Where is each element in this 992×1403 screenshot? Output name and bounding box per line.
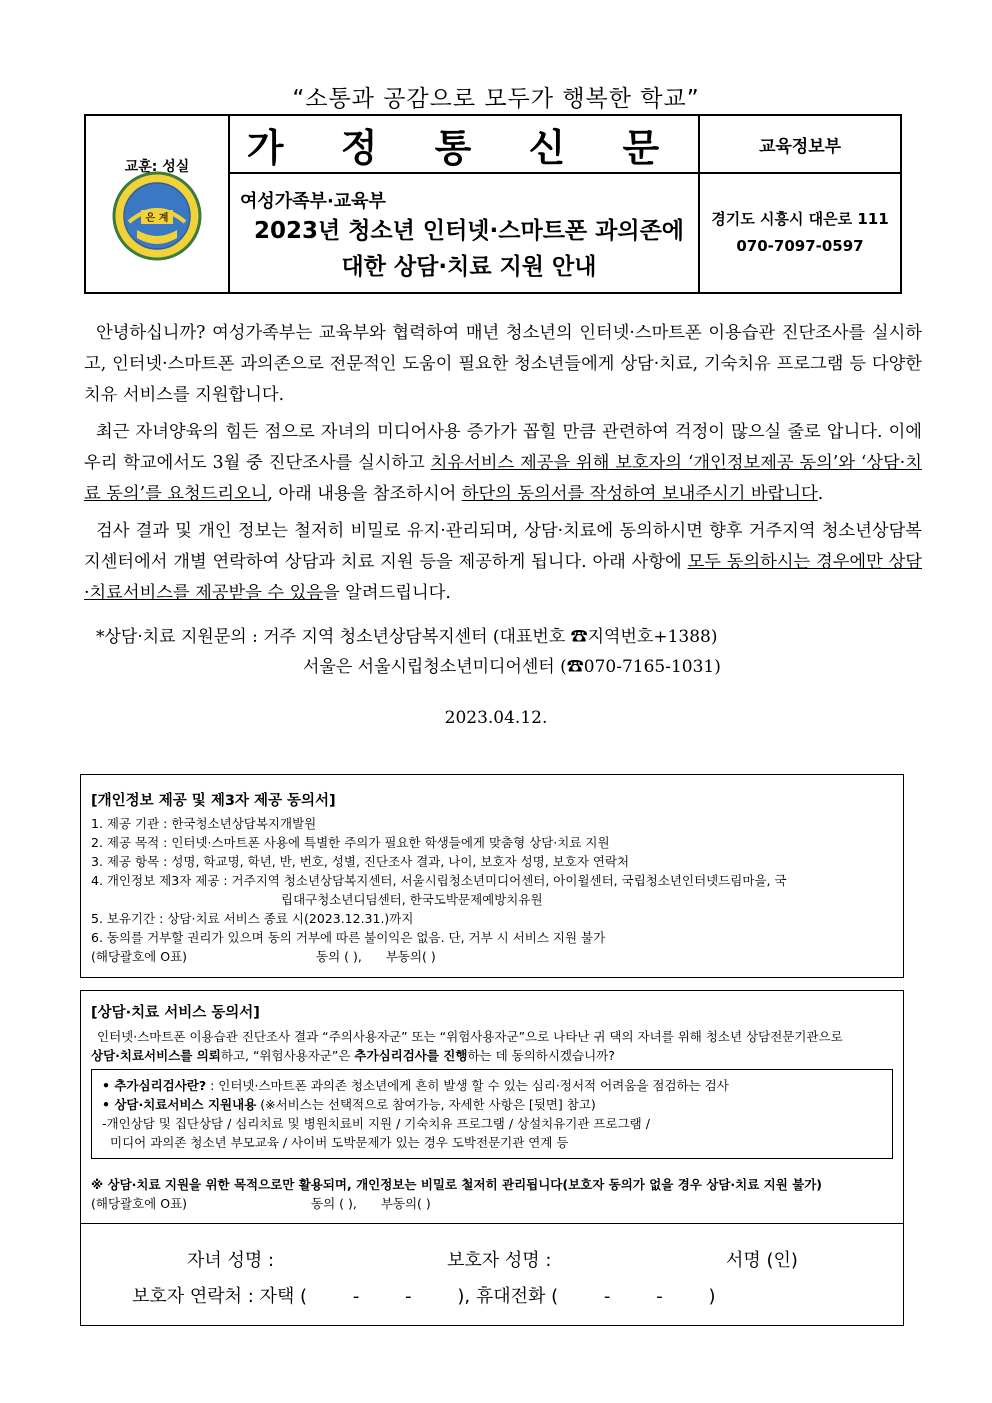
newsletter-header (84, 114, 902, 294)
consent1-item: 5. 보유기간 : 상담·치료 서비스 종료 시(2023.12.31.)까지 (91, 911, 414, 926)
school-phone: 070-7097-0597 (736, 237, 864, 255)
subtitle-line-2: 대한 상담·치료 지원 안내 (341, 254, 597, 280)
signature-divider (81, 1223, 903, 1224)
school-address-cell (699, 173, 901, 293)
contact-line-1: *상담·치료 지원문의 : 거주 지역 청소년상담복지센터 (대표번호 ☎지역번호+1388) (96, 627, 718, 647)
school-motto: “소통과 공감으로 모두가 행복한 학교” (292, 86, 700, 112)
consent2-agree-field[interactable]: 동의 ( ), (311, 1196, 357, 1211)
guardian-name-field[interactable]: 보호자 성명 : (447, 1250, 552, 1271)
consent2-intro-1: 인터넷·스마트폰 이용습관 진단조사 결과 “주의사용자군” 또는 “위험사용자군”으로 나타난 귀 댁의 자녀를 위해 청소년 상담전문기관으로 (97, 1029, 843, 1044)
school-logo-cell (85, 115, 229, 293)
privacy-consent-title: [개인정보 제공 및 제3자 제공 동의서] (91, 793, 336, 809)
contact-info (96, 622, 721, 682)
child-name-field[interactable]: 자녀 성명 : (187, 1250, 275, 1271)
consent1-item: 3. 제공 항목 : 성명, 학교명, 학년, 반, 번호, 성별, 진단조사 결과, 나이, 보호자 성명, 보호자 연락처 (91, 854, 630, 869)
service-list-1: -개인상담 및 집단상담 / 심리치료 및 병원치료비 지원 / 기숙치유 프로그램 / 상설치유기관 프로그램 / (102, 1116, 650, 1131)
consent2-intro-2: 상담·치료서비스를 의뢰하고, “위험사용자군”은 추가심리검사를 진행하는 데 동의하시겠습니까? (91, 1048, 615, 1063)
mark-note: (해당괄호에 O표) (91, 949, 188, 964)
service-details-box (91, 1069, 893, 1159)
issue-date: 2023.04.12. (444, 708, 548, 728)
consent1-item: 1. 제공 기관 : 한국청소년상담복지개발원 (91, 816, 317, 831)
paragraph-1: 안녕하십니까? 여성가족부는 교육부와 협력하여 매년 청소년의 인터넷·스마트폰 이용습관 진단조사를 실시하고, 인터넷·스마트폰 과의존으로 전문적인 도움이 필요한 청소년들에게 상담·치료, 기숙치유 프로그램 등 다양한 치유 서비스를 지원합니다. (84, 323, 922, 405)
logo-motto: 교훈: 성실 (124, 159, 190, 175)
department-label: 교육정보부 (699, 115, 901, 173)
paragraph-3: 검사 결과 및 개인 정보는 철저히 비밀로 유지·관리되며, 상담·치료에 동의하시면 향후 거주지역 청소년상담복지센터에서 개별 연락하여 상담과 치료 지원 등을 제공하게 됩니다. 아래 사항에 모두 동의하시는 경우에만 상담·치료서비스를 제공받을 수 있음을 알려드립니다. (84, 521, 922, 603)
consent1-item: 2. 제공 목적 : 인터넷·스마트폰 사용에 특별한 주의가 필요한 학생들에게 맞춤형 상담·치료 지원 (91, 835, 610, 850)
consent1-item: 4. 개인정보 제3자 제공 : 거주지역 청소년상담복지센터, 서울시립청소년미디어센터, 아이윌센터, 국립청소년인터넷드림마을, 국 (91, 873, 787, 888)
service-list-2: 미디어 과의존 청소년 부모교육 / 사이버 도박문제가 있는 경우 도박전문기관 연계 등 (110, 1135, 569, 1150)
paragraph-2: 최근 자녀양육의 힘든 점으로 자녀의 미디어사용 증가가 꼽힐 만큼 관련하여 걱정이 많으실 줄로 압니다. 이에 우리 학교에서도 3월 중 진단조사를 실시하고 치유서비스 제공을 위해 보호자의 ‘개인정보제공 동의’와 ‘상담·치료 동의’를 요청드리오니, 아래 내용을 참조하시어 하단의 동의서를 작성하여 보내주시기 바랍니다. (84, 422, 922, 504)
subtitle-line-1: 2023년 청소년 인터넷·스마트폰 과의존에 (253, 218, 685, 244)
privacy-consent-form (80, 774, 904, 978)
guardian-contact-field[interactable]: 보호자 연락처 : 자택 ( - - ), 휴대전화 ( - - ) (132, 1286, 716, 1307)
school-emblem-icon (111, 170, 203, 262)
signature-field[interactable]: 서명 (인) (726, 1250, 798, 1271)
consent1-agree-field[interactable]: 동의 ( ), (316, 949, 362, 964)
extra-test-desc: • 추가심리검사란? : 인터넷·스마트폰 과의존 청소년에게 흔히 발생 할 수 있는 심리·정서적 어려움을 점검하는 검사 (102, 1078, 729, 1093)
service-content-desc: • 상담·치료서비스 지원내용 (※서비스는 선택적으로 참여가능, 자세한 사항은 [뒷면] 참고) (102, 1097, 596, 1112)
body-text (84, 318, 922, 615)
privacy-notice: ※ 상담·치료 지원을 위한 목적으로만 활용되며, 개인정보는 비밀로 철저히 관리됩니다(보호자 동의가 없을 경우 상담·치료 지원 불가) (91, 1177, 823, 1192)
subtitle-cell (229, 173, 699, 293)
consent1-disagree-field[interactable]: 부동의( ) (385, 949, 436, 964)
consent1-item: 립대구청소년디딤센터, 한국도박문제예방치유원 (281, 892, 543, 907)
contact-line-2: 서울은 서울시립청소년미디어센터 (☎070-7165-1031) (303, 657, 721, 677)
counseling-consent-form (80, 990, 904, 1326)
document-title: 가 정 통 신 문 (229, 115, 699, 173)
mark-note: (해당괄호에 O표) (91, 1196, 188, 1211)
consent1-item: 6. 동의를 거부할 권리가 있으며 동의 거부에 따른 불이익은 없음. 단, 거부 시 서비스 지원 불가 (91, 930, 606, 945)
ministry-label: 여성가족부·교육부 (240, 191, 386, 212)
consent2-disagree-field[interactable]: 부동의( ) (380, 1196, 431, 1211)
logo-inner-text: 은 계 (145, 213, 169, 224)
school-address: 경기도 시흥시 대은로 111 (711, 210, 889, 228)
counseling-consent-title: [상담·치료 서비스 동의서] (91, 1005, 260, 1021)
